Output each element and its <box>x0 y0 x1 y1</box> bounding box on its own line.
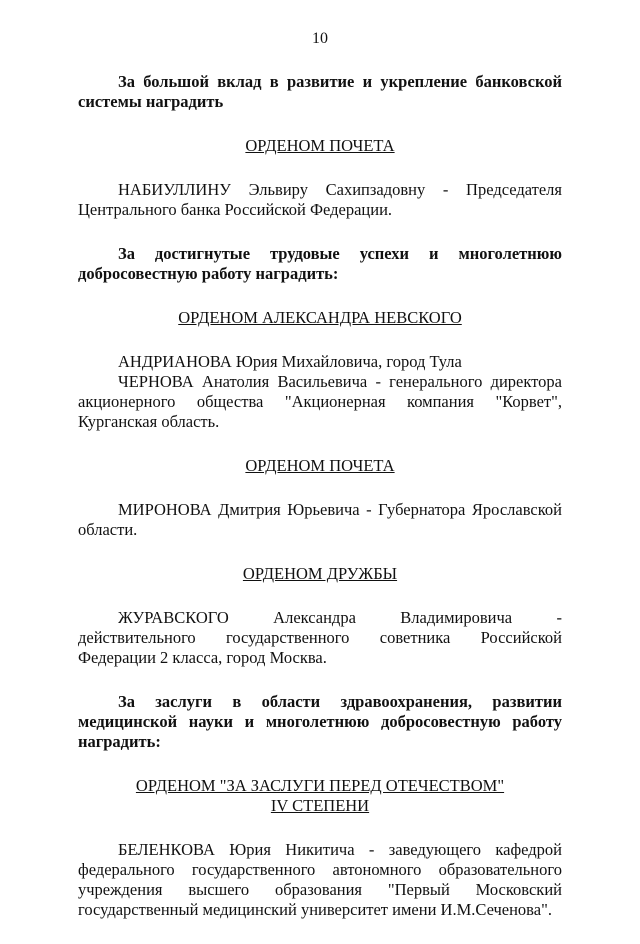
recipient-entry: БЕЛЕНКОВА Юрия Никитича - заведующего кафедрой федерального государственного автономного образовательного учреждения высшего образования "Первый Московский государственный медицинский университет имени И.М.Сеченова". <box>78 840 562 919</box>
award-title-line: ОРДЕНОМ АЛЕКСАНДРА НЕВСКОГО <box>178 308 462 327</box>
award-title <box>78 564 562 584</box>
recipient-list <box>78 352 562 432</box>
award-reason: За достигнутые трудовые успехи и многолетнюю добросовестную работу наградить: <box>78 244 562 283</box>
award-title-line: IV СТЕПЕНИ <box>270 796 370 815</box>
recipient-list <box>78 180 562 220</box>
recipient-list <box>78 500 562 540</box>
recipient-entry: ЧЕРНОВА Анатолия Васильевича - генерального директора акционерного общества "Акционерная компания "Корвет", Курганская область. <box>78 372 562 431</box>
award-title <box>78 136 562 156</box>
decree-content <box>78 72 562 944</box>
award-title <box>78 456 562 476</box>
recipient-entry: МИРОНОВА Дмитрия Юрьевича - Губернатора Ярославской области. <box>78 500 562 539</box>
award-title <box>78 776 562 816</box>
recipient-entry: АНДРИАНОВА Юрия Михайловича, город Тула <box>118 352 462 371</box>
award-title-line: ОРДЕНОМ ПОЧЕТА <box>245 136 395 155</box>
award-title-line: ОРДЕНОМ "ЗА ЗАСЛУГИ ПЕРЕД ОТЕЧЕСТВОМ" <box>135 776 505 795</box>
recipient-list <box>78 840 562 920</box>
award-title <box>78 308 562 328</box>
award-title-line: ОРДЕНОМ ДРУЖБЫ <box>242 564 398 583</box>
recipient-entry: ЖУРАВСКОГО Александра Владимировича - действительного государственного советника Российской Федерации 2 класса, город Москва. <box>78 608 562 667</box>
award-reason: За большой вклад в развитие и укрепление банковской системы наградить <box>78 72 562 111</box>
award-reason: За заслуги в области здравоохранения, развитии медицинской науки и многолетнюю добросовестную работу наградить: <box>78 692 562 751</box>
recipient-list <box>78 608 562 668</box>
page-number: 10 <box>312 30 328 47</box>
award-title-line: ОРДЕНОМ ПОЧЕТА <box>245 456 395 475</box>
recipient-entry: НАБИУЛЛИНУ Эльвиру Сахипзадовну - Председателя Центрального банка Российской Федерации. <box>78 180 562 219</box>
